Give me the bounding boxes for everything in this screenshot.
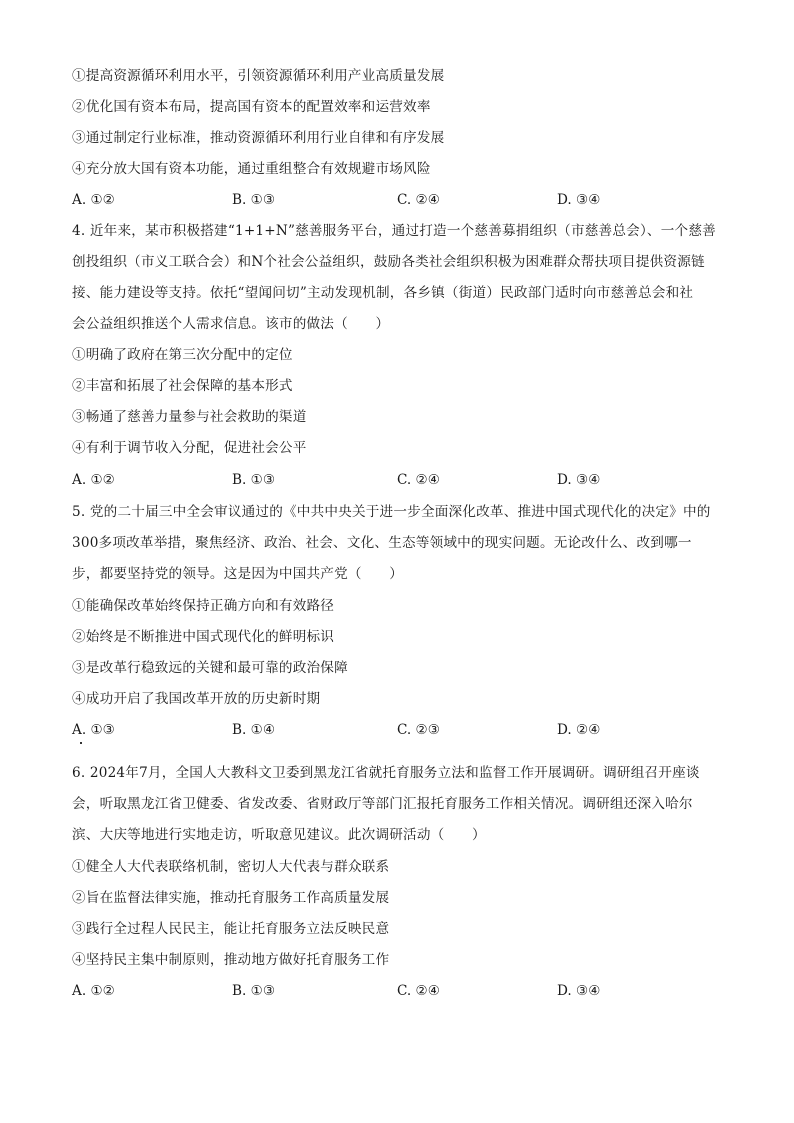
q4-stem-line-1: 4. 近年来，某市积极搭建“1+1+N”慈善服务平台，通过打造一个慈善募捐组织（市慈善总会）、一个慈善 (72, 223, 716, 239)
q4-option-c: C. ②④ (397, 472, 440, 488)
q6-options (72, 981, 732, 1001)
q6-option-b: B. ①③ (232, 983, 276, 999)
q4-stem-line-4: 会公益组织推送个人需求信息。该市的做法（ ） (72, 316, 390, 332)
q4-option-d: D. ③④ (557, 472, 601, 488)
q4-choice-2: ②丰富和拓展了社会保障的基本形式 (72, 378, 293, 394)
q4-options (72, 470, 732, 490)
q5-stem-line-2: 300多项改革举措，聚焦经济、政治、社会、文化、生态等领域中的现实问题。无论改什么、改到哪一 (72, 535, 692, 551)
q3-choice-1: ①提高资源循环利用水平，引领资源循环利用产业高质量发展 (72, 68, 445, 84)
q3-choice-2: ②优化国有资本布局，提高国有资本的配置效率和运营效率 (72, 99, 431, 115)
q6-option-a: A. ①② (72, 983, 115, 999)
q6-stem-line-3: 滨、大庆等地进行实地走访，听取意见建议。此次调研活动（ ） (72, 827, 486, 843)
q5-stem-line-1: 5. 党的二十届三中全会审议通过的《中共中央关于进一步全面深化改革、推进中国式现代化的决定》中的 (72, 504, 711, 520)
q4-option-a: A. ①② (72, 472, 115, 488)
q3-option-d: D. ③④ (557, 192, 601, 208)
q6-stem-line-1: 6. 2024年7月，全国人大教科文卫委到黑龙江省就托育服务立法和监督工作开展调研。调研组召开座谈 (72, 765, 700, 781)
q5-choice-2: ②始终是不断推进中国式现代化的鲜明标识 (72, 629, 335, 645)
stray-dot-mark (80, 742, 82, 744)
q5-option-a: A. ①③ (72, 722, 115, 738)
q6-choice-1: ①健全人大代表联络机制，密切人大代表与群众联系 (72, 859, 390, 875)
q3-option-a: A. ①② (72, 192, 115, 208)
q4-stem-line-2: 创投组织（市义工联合会）和N个社会公益组织，鼓励各类社会组织积极为困难群众帮扶项目提供资源链 (72, 254, 705, 270)
q4-choice-1: ①明确了政府在第三次分配中的定位 (72, 347, 293, 363)
q3-option-c: C. ②④ (397, 192, 440, 208)
q6-option-d: D. ③④ (557, 983, 601, 999)
q4-option-b: B. ①③ (232, 472, 276, 488)
q4-stem-line-3: 接、能力建设等支持。依托“望闻问切”主动发现机制，各乡镇（街道）民政部门适时向市慈善总会和社 (72, 285, 694, 301)
q5-choice-4: ④成功开启了我国改革开放的历史新时期 (72, 691, 321, 707)
q4-choice-4: ④有利于调节收入分配，促进社会公平 (72, 440, 307, 456)
q5-option-d: D. ②④ (557, 722, 601, 738)
q5-option-b: B. ①④ (232, 722, 276, 738)
q6-option-c: C. ②④ (397, 983, 440, 999)
q3-options (72, 190, 732, 210)
q6-choice-2: ②旨在监督法律实施，推动托育服务工作高质量发展 (72, 890, 390, 906)
q5-stem-line-3: 步，都要坚持党的领导。这是因为中国共产党（ ） (72, 566, 404, 582)
q3-option-b: B. ①③ (232, 192, 276, 208)
q4-choice-3: ③畅通了慈善力量参与社会救助的渠道 (72, 409, 307, 425)
q5-choice-3: ③是改革行稳致远的关键和最可靠的政治保障 (72, 660, 348, 676)
q6-stem-line-2: 会，听取黑龙江省卫健委、省发改委、省财政厅等部门汇报托育服务工作相关情况。调研组还深入哈尔 (72, 796, 693, 812)
q5-option-c: C. ②③ (397, 722, 440, 738)
q5-choice-1: ①能确保改革始终保持正确方向和有效路径 (72, 598, 335, 614)
q5-options (72, 720, 732, 740)
q6-choice-4: ④坚持民主集中制原则，推动地方做好托育服务工作 (72, 952, 390, 968)
q3-choice-4: ④充分放大国有资本功能，通过重组整合有效规避市场风险 (72, 161, 431, 177)
q3-choice-3: ③通过制定行业标准，推动资源循环利用行业自律和有序发展 (72, 130, 445, 146)
q6-choice-3: ③践行全过程人民民主，能让托育服务立法反映民意 (72, 921, 390, 937)
